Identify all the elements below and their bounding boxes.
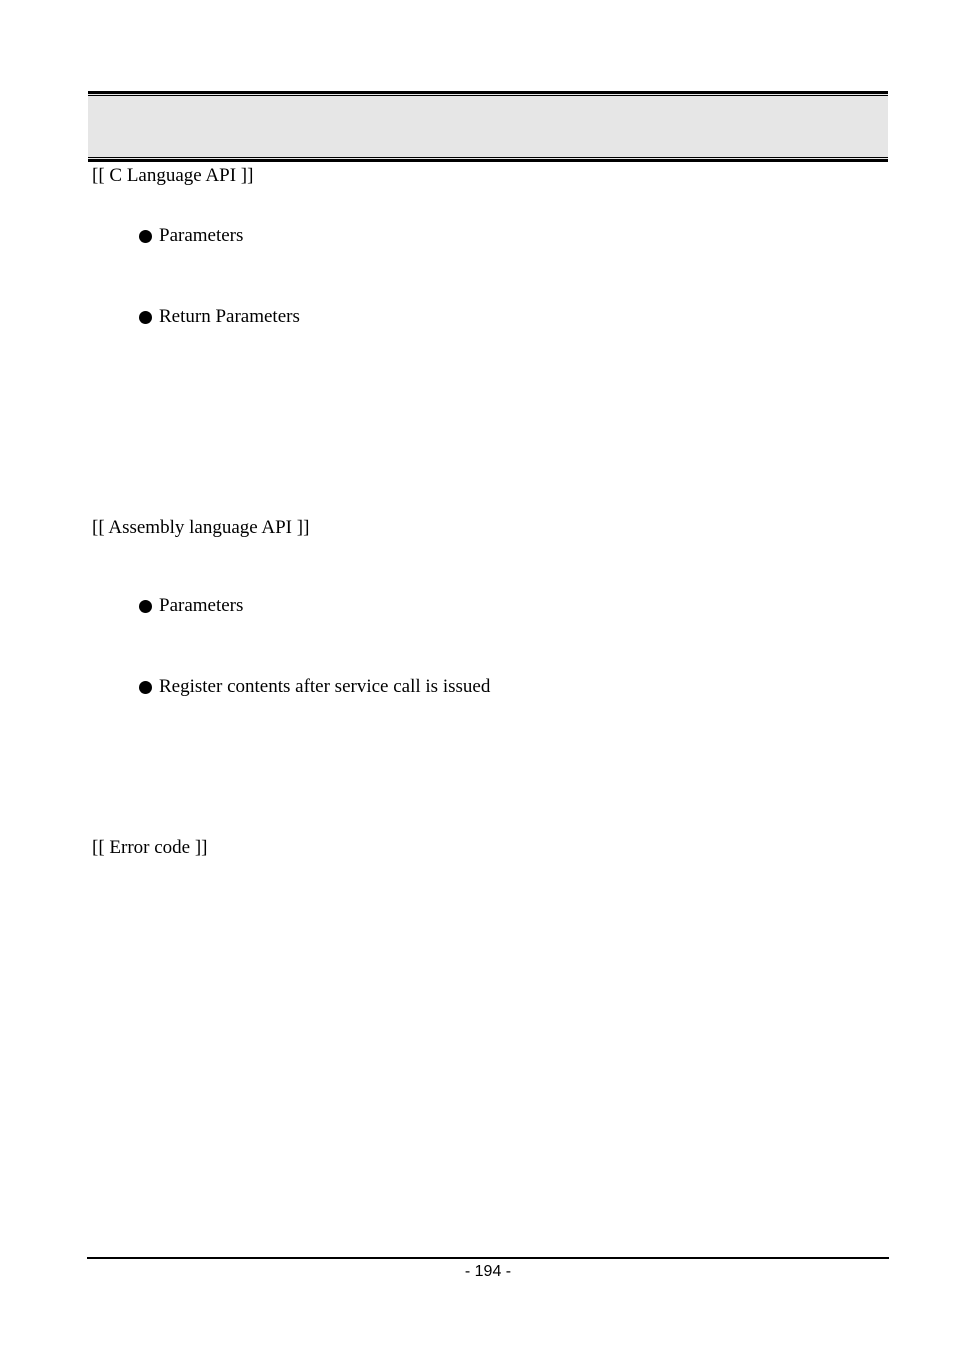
c-api-parameters-label: Parameters bbox=[159, 225, 244, 246]
footer-rule bbox=[87, 1257, 889, 1259]
bullet-icon bbox=[139, 600, 152, 613]
bullet-icon bbox=[139, 681, 152, 694]
assembly-language-api-heading: [[ Assembly language API ]] bbox=[92, 517, 310, 538]
bullet-icon bbox=[139, 230, 152, 243]
asm-api-parameters-label: Parameters bbox=[159, 595, 244, 616]
asm-api-register-contents-item bbox=[139, 676, 490, 698]
asm-api-parameters-item bbox=[139, 595, 243, 617]
title-bottom-rule-thin bbox=[88, 157, 888, 158]
c-language-api-heading: [[ C Language API ]] bbox=[92, 165, 254, 186]
asm-api-register-contents-label: Register contents after service call is issued bbox=[159, 676, 491, 697]
error-code-heading: [[ Error code ]] bbox=[92, 837, 208, 858]
page-number: - 194 - bbox=[464, 1263, 512, 1280]
c-api-return-parameters-item bbox=[139, 306, 300, 328]
c-api-parameters-item bbox=[139, 225, 243, 247]
title-bottom-rule bbox=[88, 159, 888, 162]
title-top-rule-thin bbox=[88, 95, 888, 96]
c-api-return-parameters-label: Return Parameters bbox=[159, 306, 300, 327]
bullet-icon bbox=[139, 311, 152, 324]
title-band bbox=[88, 91, 888, 161]
title-top-rule bbox=[88, 91, 888, 94]
